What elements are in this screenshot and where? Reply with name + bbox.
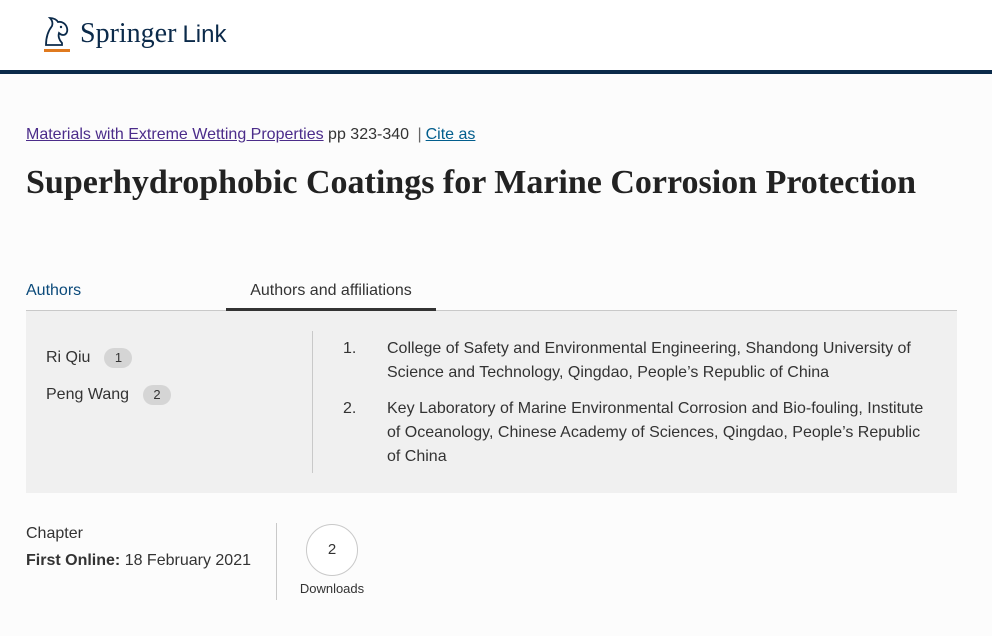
content-type-label: Chapter bbox=[26, 525, 83, 542]
author-item[interactable] bbox=[46, 376, 171, 413]
affiliation-item bbox=[343, 397, 933, 469]
author-tabs bbox=[26, 282, 957, 311]
tab-authors[interactable]: Authors bbox=[26, 282, 82, 299]
affiliation-item bbox=[343, 337, 933, 385]
first-online bbox=[26, 552, 251, 570]
author-item[interactable] bbox=[46, 339, 171, 376]
downloads-label: Downloads bbox=[299, 581, 365, 596]
breadcrumb-separator: | bbox=[417, 126, 422, 143]
downloads-count: 2 bbox=[306, 524, 358, 576]
logo-springer-text: Springer bbox=[80, 18, 177, 49]
affiliation-text: College of Safety and Environmental Engineering, Shandong University of Science and Technology, Qingdao, People’s Republic of China bbox=[387, 340, 911, 381]
logo-wordmark bbox=[80, 14, 226, 55]
affiliations-panel bbox=[26, 311, 957, 493]
springer-link-logo[interactable] bbox=[40, 14, 226, 55]
tab-authors-and-affiliations[interactable]: Authors and affiliations bbox=[226, 282, 436, 311]
affiliation-badge: 2 bbox=[143, 385, 171, 405]
author-name[interactable]: Peng Wang bbox=[46, 385, 130, 403]
metrics-divider bbox=[276, 523, 277, 600]
first-online-label: First Online: bbox=[26, 552, 121, 569]
page-range: pp 323-340 bbox=[328, 126, 410, 143]
breadcrumb bbox=[26, 126, 475, 144]
panel-divider bbox=[312, 331, 313, 473]
first-online-date: 18 February 2021 bbox=[124, 552, 251, 569]
affiliation-number: 1. bbox=[343, 340, 357, 357]
springer-horse-icon bbox=[40, 15, 74, 55]
logo-link-text: Link bbox=[182, 21, 227, 48]
affiliation-number: 2. bbox=[343, 400, 357, 417]
author-list bbox=[46, 339, 171, 413]
cite-as-link[interactable]: Cite as bbox=[425, 126, 476, 143]
chapter-title: Superhydrophobic Coatings for Marine Corrosion Protection bbox=[26, 164, 916, 201]
affiliation-list bbox=[343, 337, 933, 481]
site-header bbox=[0, 0, 992, 74]
affiliation-text: Key Laboratory of Marine Environmental Corrosion and Bio-fouling, Institute of Oceanology, Chinese Academy of Sciences, Qingdao, People’s Republic of China bbox=[387, 400, 924, 465]
author-name[interactable]: Ri Qiu bbox=[46, 348, 91, 366]
book-title-link[interactable]: Materials with Extreme Wetting Properties bbox=[26, 126, 324, 143]
affiliation-badge: 1 bbox=[104, 348, 132, 368]
